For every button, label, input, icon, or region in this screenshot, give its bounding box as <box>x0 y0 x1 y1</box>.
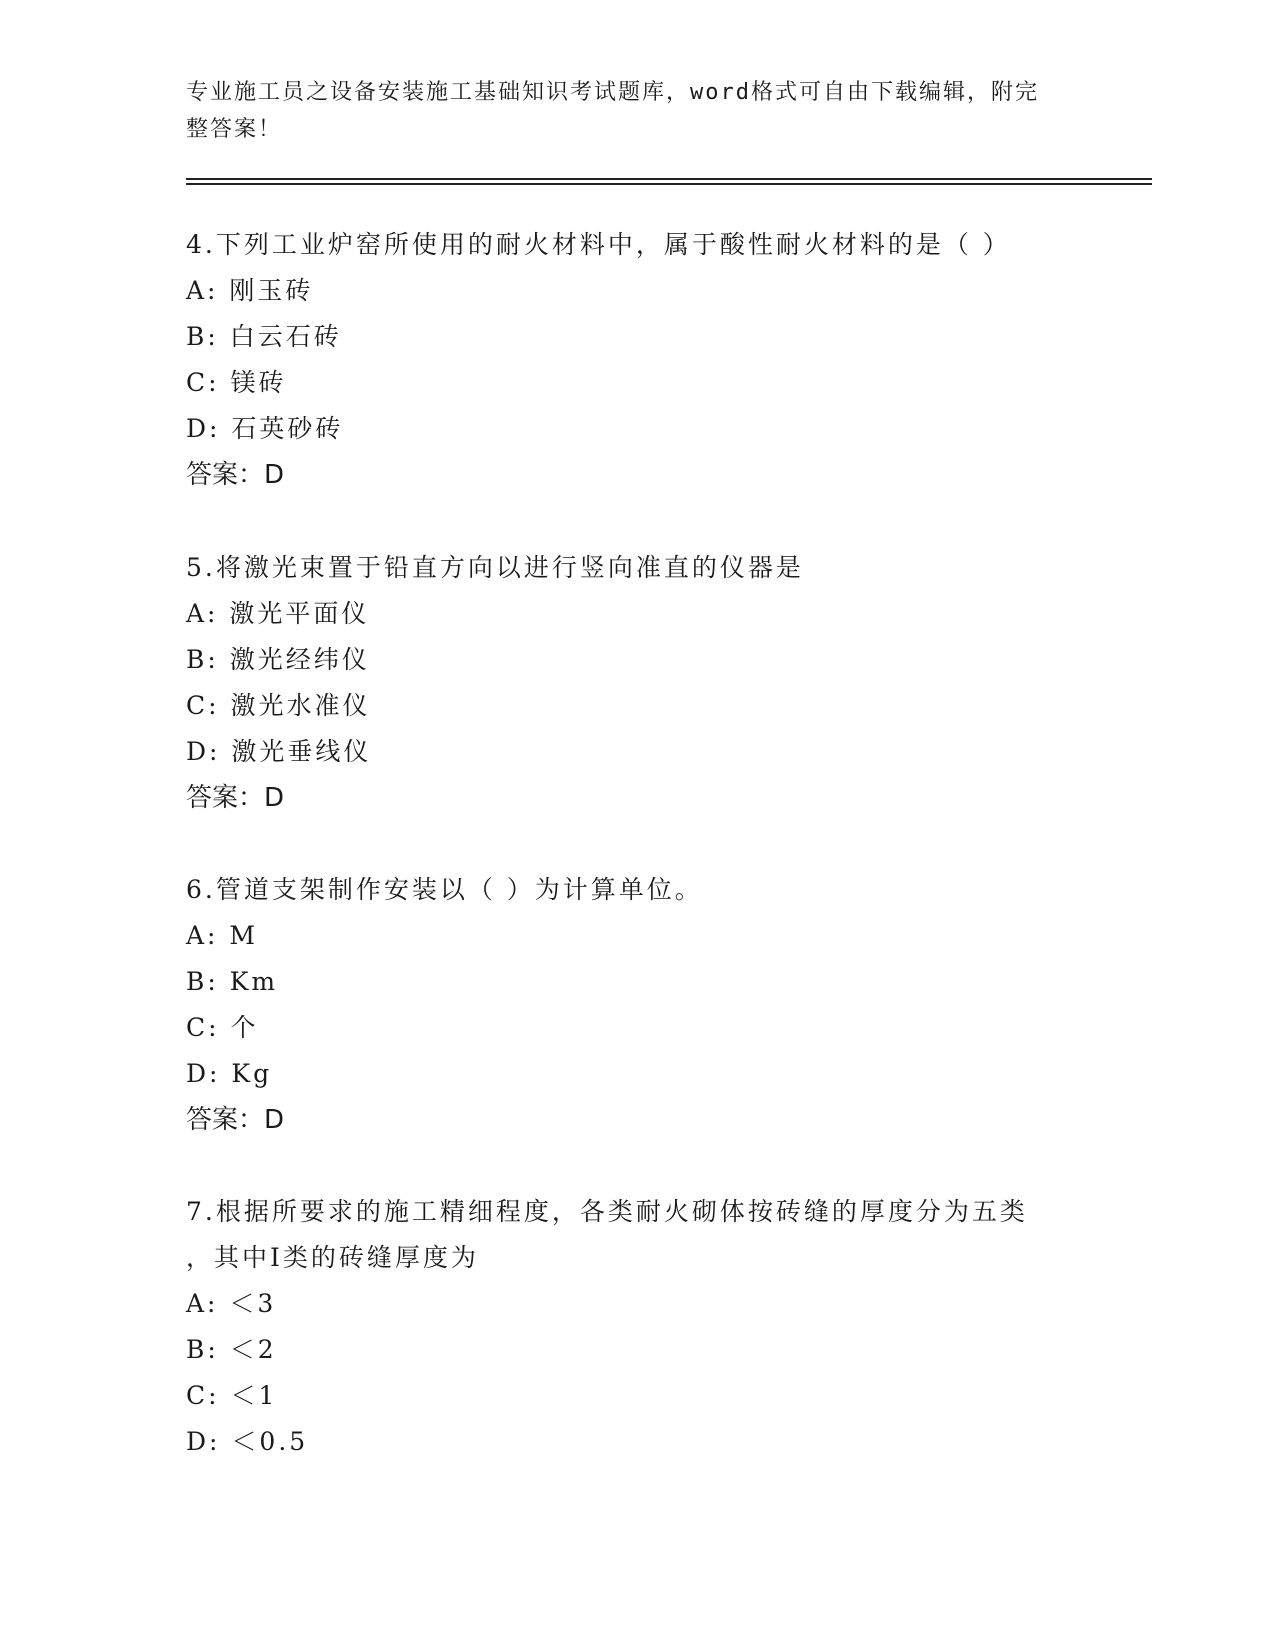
option-b: B: Km <box>186 967 279 996</box>
option-d: D: 激光垂线仪 <box>186 737 372 766</box>
option-a: A: 激光平面仪 <box>186 599 370 628</box>
option-c: C: ＜1 <box>186 1381 278 1410</box>
question-text: 4.下列工业炉窑所使用的耐火材料中，属于酸性耐火材料的是（ ） <box>186 230 1011 259</box>
question-text: 5.将激光束置于铅直方向以进行竖向准直的仪器是 <box>186 553 804 582</box>
header-line-2: 整答案！ <box>186 117 283 142</box>
option-c: C: 镁砖 <box>186 368 287 397</box>
option-b: B: ＜2 <box>186 1335 277 1364</box>
question-5 <box>186 545 1086 821</box>
option-c: C: 个 <box>186 1013 259 1042</box>
option-a: A: M <box>186 921 259 950</box>
option-d: D: ＜0.5 <box>186 1427 309 1456</box>
question-text-line-2: ，其中Ⅰ类的砖缝厚度为 <box>186 1243 479 1272</box>
question-text: 6.管道支架制作安装以（ ）为计算单位。 <box>186 875 703 904</box>
question-4 <box>186 222 1086 498</box>
document-header <box>186 74 1086 148</box>
option-c: C: 激光水准仪 <box>186 691 371 720</box>
question-7 <box>186 1189 1086 1465</box>
option-b: B: 激光经纬仪 <box>186 645 370 674</box>
answer-label: 答案：D <box>186 783 285 813</box>
header-divider-bottom <box>186 183 1152 185</box>
answer-label: 答案：D <box>186 1105 285 1135</box>
option-a: A: 刚玉砖 <box>186 276 314 305</box>
option-d: D: Kg <box>186 1059 273 1088</box>
answer-label: 答案：D <box>186 460 285 490</box>
question-text-line-1: 7.根据所要求的施工精细程度，各类耐火砌体按砖缝的厚度分为五类 <box>186 1197 1028 1226</box>
header-divider-top <box>186 178 1152 180</box>
option-b: B: 白云石砖 <box>186 322 342 351</box>
header-line-1: 专业施工员之设备安装施工基础知识考试题库，word格式可自由下载编辑，附完 <box>186 80 1039 105</box>
option-d: D: 石英砂砖 <box>186 414 344 443</box>
question-6 <box>186 867 1086 1143</box>
option-a: A: ＜3 <box>186 1289 277 1318</box>
